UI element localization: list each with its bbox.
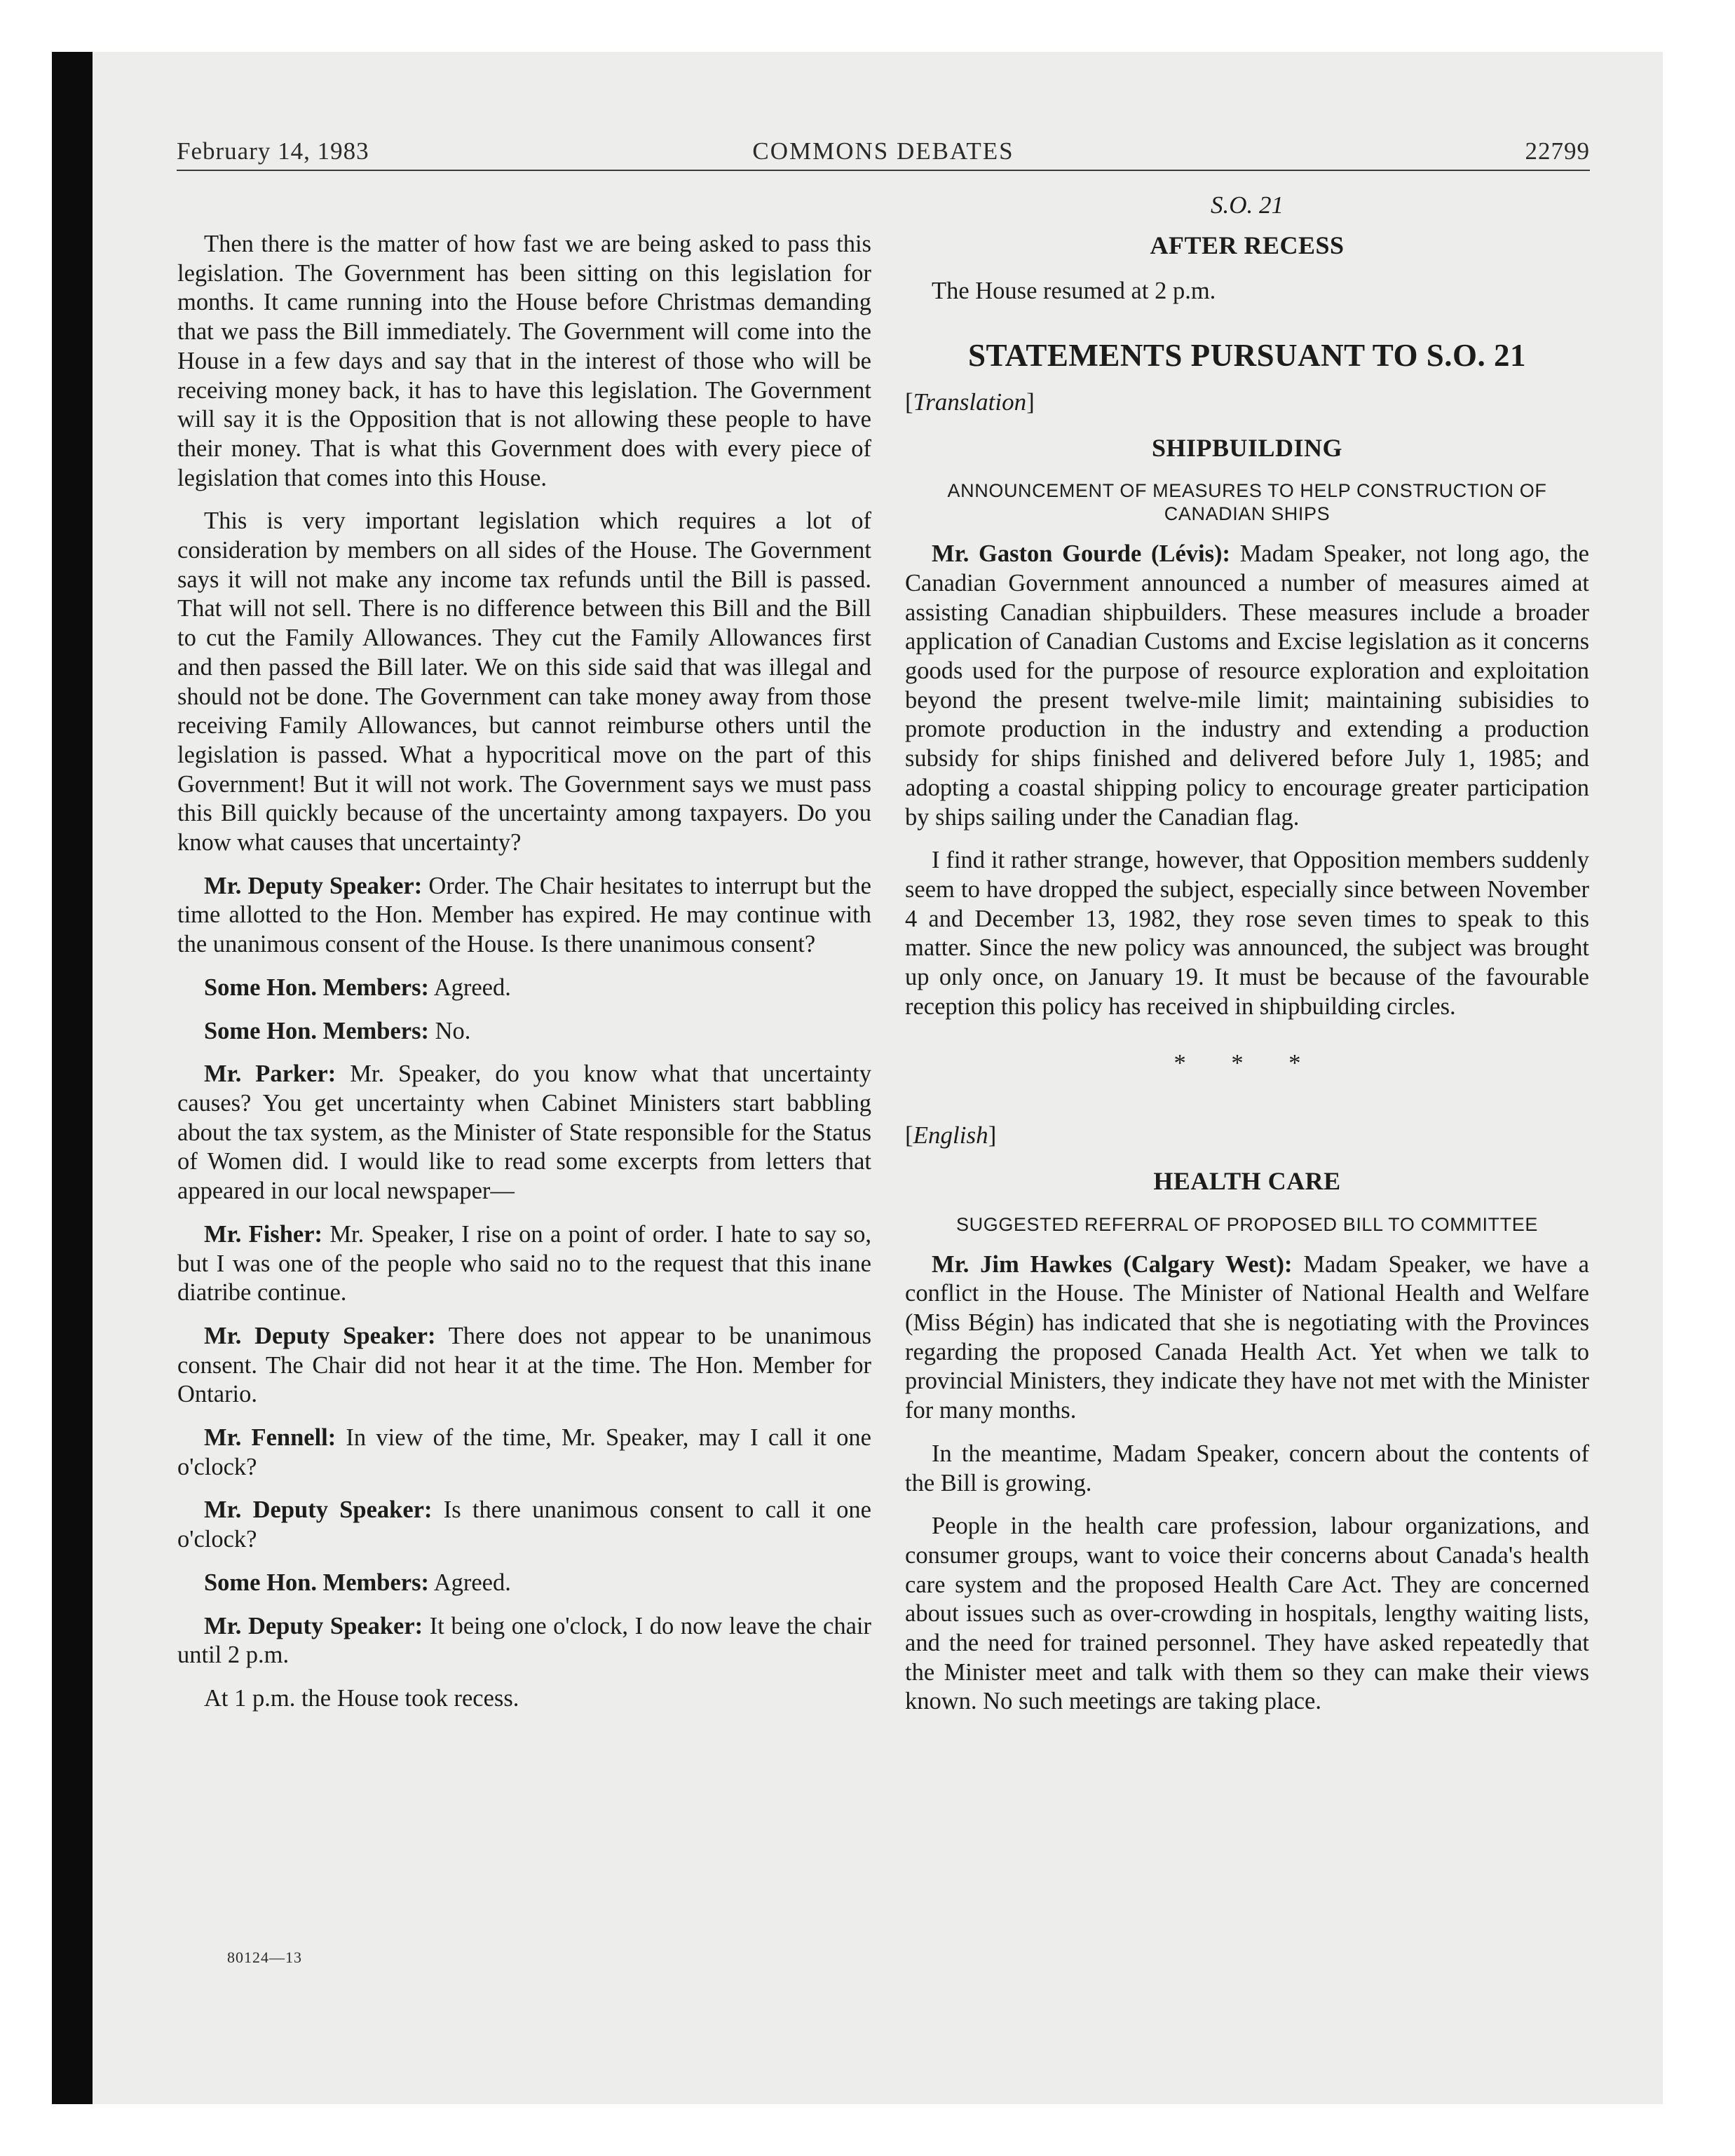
header-date: February 14, 1983 (177, 137, 369, 165)
speech-text: Mr. Speaker, do you know what that uncertainty causes? You get uncertainty when Cabinet Ministers start babbling about the tax system, as the Minister of State responsible for the Status of Women did. I would like to read some excerpts from letters that appeared in our local newspaper— (177, 1060, 871, 1205)
page-header (177, 137, 1590, 171)
speech-text: Madam Speaker, we have a conflict in the House. The Minister of National Health and Welfare (Miss Bégin) has indicated that she is negotiating with the Provinces regarding the proposed Canada Health Act. Yet when we talk to provincial Ministers, they indicate they have not met with the Minister for many months. (905, 1250, 1589, 1424)
speech-text: Agreed. (428, 1569, 511, 1596)
paragraph (905, 1440, 1589, 1498)
speaker-name: Some Hon. Members: (204, 1017, 429, 1044)
speech-text: Then there is the matter of how fast we are being asked to pass this legislation. The Government has been sitting on this legislation for months. It came running into the House before Christmas demanding that we pass the Bill immediately. The Government will come into the House in a few days and say that in the interest of those who will be receiving money back, it has to have this legislation. The Government will say it is the Opposition that is not allowing these people to have their money. That is what this Government does with every piece of legislation that comes into this House. (177, 231, 871, 491)
paragraph (177, 1612, 871, 1670)
speaker-name: Mr. Fennell: (204, 1424, 336, 1452)
document-reference: 80124—13 (227, 1949, 302, 1966)
speaker-name: Mr. Fisher: (204, 1220, 323, 1248)
speaker-name: Mr. Deputy Speaker: (204, 1496, 433, 1524)
speech-text: Order. The Chair hesitates to interrupt but the time allotted to the Hon. Member has expired. He may continue with the unanimous consent of the House. Is there unanimous consent? (177, 872, 871, 958)
header-page-number: 22799 (1525, 137, 1590, 165)
paragraph (177, 1060, 871, 1206)
speaker-name: Mr. Jim Hawkes (Calgary West): (932, 1250, 1293, 1278)
speech-text: In view of the time, Mr. Speaker, may I call it one o'clock? (177, 1424, 871, 1480)
topic-title-health-care: HEALTH CARE (1153, 1166, 1341, 1195)
speech-text: There does not appear to be unanimous consent. The Chair did not hear it at the time. The Hon. Member for Ontario. (177, 1322, 871, 1408)
right-column (905, 191, 1589, 1731)
paragraph (177, 1569, 871, 1598)
section-separator: * * * (1173, 1050, 1321, 1077)
paragraph (177, 230, 871, 493)
speech-text: At 1 p.m. the House took recess. (204, 1684, 519, 1712)
paragraph (177, 1322, 871, 1410)
standing-order-label: S.O. 21 (1210, 191, 1284, 219)
topic-title-shipbuilding: SHIPBUILDING (1151, 433, 1343, 462)
paragraph (177, 872, 871, 960)
speaker-name: Some Hon. Members: (204, 1569, 429, 1596)
topic-subtitle-shipbuilding: ANNOUNCEMENT OF MEASURES TO HELP CONSTRUCTION OF CANADIAN SHIPS (947, 480, 1547, 525)
speech-text: It being one o'clock, I do now leave the chair until 2 p.m. (177, 1612, 871, 1669)
speech-text: Madam Speaker, not long ago, the Canadian Government announced a number of measures aimed at assisting Canadian shipbuilders. These measures include a broader application of Canadian Customs and Excise legislation as it concerns goods used for the purpose of resource exploration and exploitation beyond the present twelve-mile limit; maintaining subisidies to promote production in the industry and extending a production subsidy for ships finished and delivered before July 1, 1985; and adopting a coastal shipping policy to encourage greater participation by ships sailing under the Canadian flag. (905, 540, 1589, 831)
after-recess-heading: AFTER RECESS (1150, 231, 1345, 259)
translation-tag: [Translation] (905, 388, 1035, 416)
speech-text: This is very important legislation which requires a lot of consideration by members on all sides of the House. The Government says it will not make any income tax refunds until the Bill is passed. That will not sell. There is no difference between this Bill and the Bill to cut the Family Allowances. They cut the Family Allowances first and then passed the Bill later. We on this side said that was illegal and should not be done. The Government can take money away from those receiving Family Allowances, but cannot reimburse others until the legislation is passed. What a hypocritical move on the part of this Government! But it will not work. The Government says we must pass this Bill quickly because of the uncertainty among taxpayers. Do you know what causes that uncertainty? (177, 507, 871, 857)
paragraph (177, 507, 871, 857)
speech-text: People in the health care profession, labour organizations, and consumer groups, want to voice their concerns about Canada's health care system and the proposed Health Care Act. They are concerned about issues such as over-crowding in hospitals, lengthy waiting lists, and the need for trained personnel. They have asked repeatedly that the Minister meet and talk with them so they can make their views known. No such meetings are taking place. (905, 1513, 1589, 1715)
paragraph (177, 974, 871, 1003)
left-column (177, 230, 871, 1728)
paragraph (905, 1250, 1589, 1426)
speech-text: Is there unanimous consent to call it one o'clock? (177, 1496, 871, 1553)
paragraph (177, 1220, 871, 1308)
paragraph (905, 846, 1589, 1021)
speaker-name: Mr. Deputy Speaker: (204, 1322, 436, 1349)
speech-text: In the meantime, Madam Speaker, concern about the contents of the Bill is growing. (905, 1440, 1589, 1496)
english-tag: [English] (905, 1121, 997, 1149)
paragraph (177, 1017, 871, 1046)
speaker-name: Mr. Deputy Speaker: (204, 1612, 423, 1639)
paragraph (905, 1512, 1589, 1717)
speech-text: I find it rather strange, however, that Opposition members suddenly seem to have dropped the subject, especially since between November 4 and December 13, 1982, they rose seven times to speak to this matter. Since the new policy was announced, the subject was brought up only once, on January 19. It must be because of the favourable reception this policy has received in shipbuilding circles. (905, 847, 1589, 1020)
speaker-name: Some Hon. Members: (204, 974, 429, 1001)
speaker-name: Mr. Parker: (204, 1060, 336, 1088)
resumed-note: The House resumed at 2 p.m. (932, 278, 1216, 305)
paragraph (177, 1424, 871, 1482)
speaker-name: Mr. Deputy Speaker: (204, 872, 423, 899)
paragraph (905, 540, 1589, 832)
speech-text: No. (428, 1017, 471, 1044)
speech-text: Agreed. (428, 974, 511, 1001)
section-title: STATEMENTS PURSUANT TO S.O. 21 (967, 338, 1527, 374)
paragraph (177, 1496, 871, 1554)
paragraph (177, 1684, 871, 1714)
speech-text: Mr. Speaker, I rise on a point of order. I hate to say so, but I was one of the people who said no to the request that this inane diatribe continue. (177, 1220, 871, 1306)
speaker-name: Mr. Gaston Gourde (Lévis): (932, 540, 1231, 568)
header-title: COMMONS DEBATES (752, 137, 1014, 165)
topic-subtitle-health-care: SUGGESTED REFERRAL OF PROPOSED BILL TO COMMITTEE (956, 1213, 1538, 1235)
